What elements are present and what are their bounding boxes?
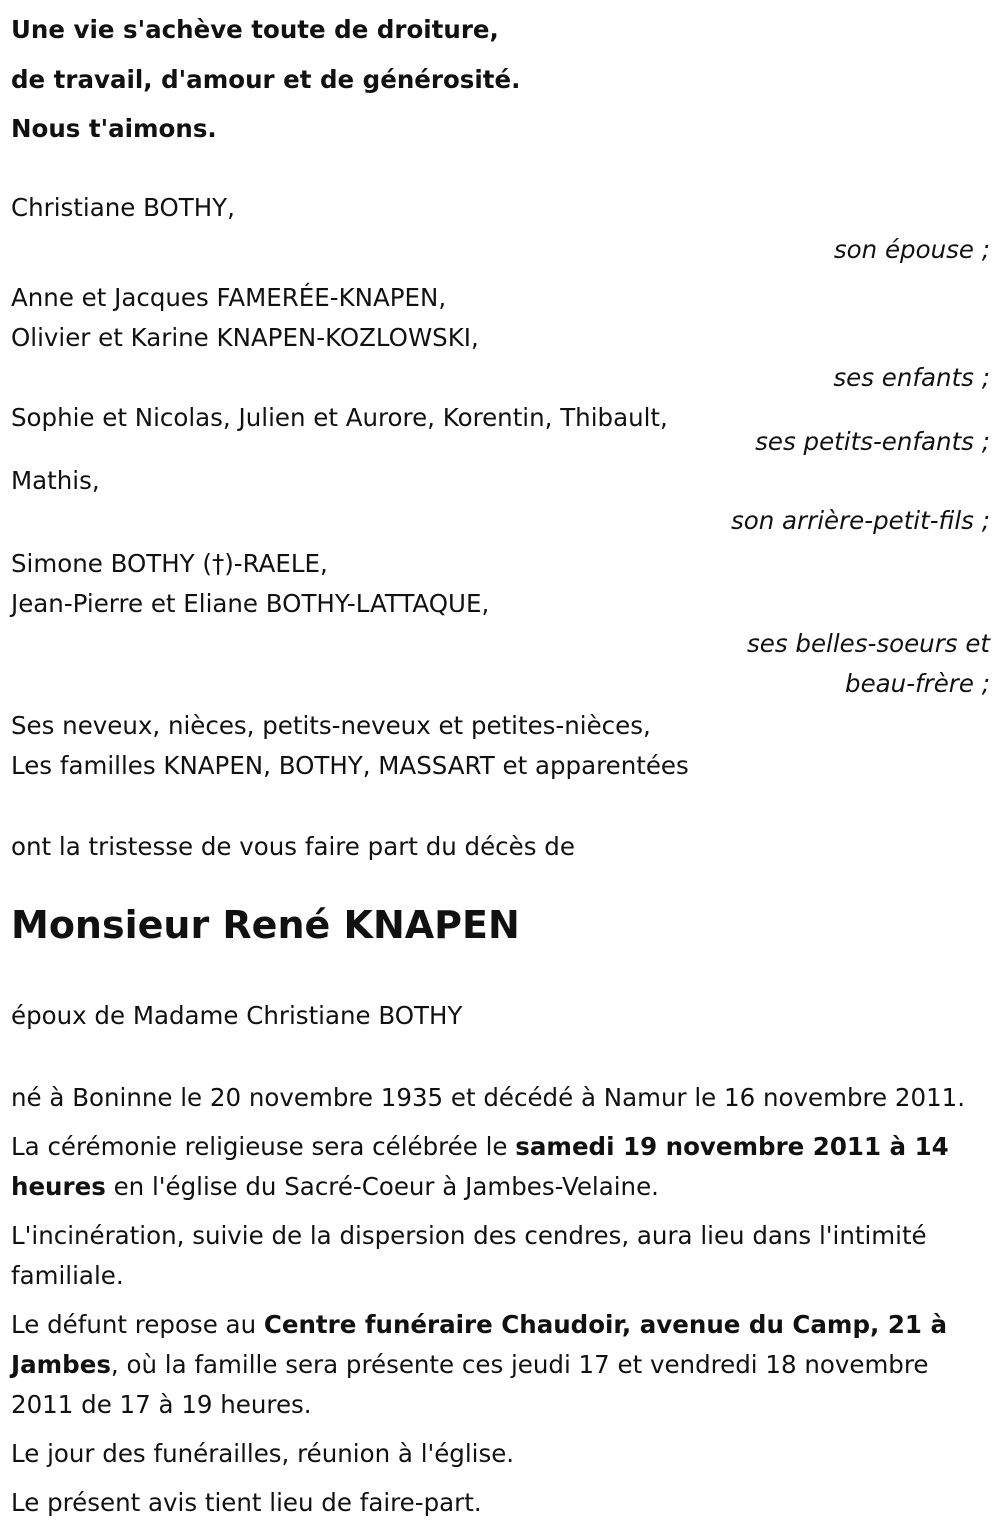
family-name-line: Olivier et Karine KNAPEN-KOZLOWSKI, — [11, 322, 479, 352]
family-name-line: Christiane BOTHY, — [11, 192, 235, 222]
family-group-spouse — [11, 188, 990, 270]
family-name-line: Simone BOTHY (†)-RAELE, — [11, 548, 328, 578]
opening-verse — [11, 5, 990, 154]
family-group-in-laws — [11, 544, 990, 704]
family-names — [11, 706, 990, 786]
family-names — [11, 188, 990, 228]
family-group-children — [11, 278, 990, 398]
notice-paragraph: Le présent avis tient lieu de faire-part. — [11, 1487, 482, 1517]
family-role: ses belles-soeurs et beau-frère ; — [747, 628, 990, 698]
ceremony-paragraph — [11, 1127, 986, 1207]
family-name-line: Les familles KNAPEN, BOTHY, MASSART et apparentées — [11, 750, 689, 780]
family-role: son épouse ; — [833, 234, 990, 264]
announcement-intro: ont la tristesse de vous faire part du décès de — [11, 831, 575, 861]
family-group-great-grandson — [11, 461, 990, 541]
repose-paragraph — [11, 1305, 986, 1425]
funeral-home-address: Centre funéraire Chaudoir, avenue du Camp, 21 à Jambes — [11, 1309, 947, 1379]
deceased-name: Monsieur René KNAPEN — [11, 902, 520, 947]
verse-line: Une vie s'achève toute de droiture, — [11, 15, 499, 44]
family-name-line: Mathis, — [11, 465, 100, 495]
spouse-line: époux de Madame Christiane BOTHY — [11, 1000, 463, 1030]
verse-line: de travail, d'amour et de générosité. — [11, 64, 521, 94]
verse-line: Nous t'aimons. — [11, 114, 217, 143]
funeral-day-paragraph: Le jour des funérailles, réunion à l'église. — [11, 1438, 515, 1468]
family-names — [11, 398, 751, 438]
birth-death-line: né à Boninne le 20 novembre 1935 et décédé à Namur le 16 novembre 2011. — [11, 1082, 966, 1112]
family-role: ses enfants ; — [833, 362, 990, 392]
family-name-line: Anne et Jacques FAMERÉE-KNAPEN, — [11, 282, 447, 312]
family-group-others — [11, 706, 990, 786]
family-name-line: Ses neveux, nièces, petits-neveux et petites-nièces, — [11, 710, 651, 740]
family-names — [11, 461, 990, 501]
ceremony-datetime: samedi 19 novembre 2011 à 14 heures — [11, 1131, 949, 1201]
family-role: son arrière-petit-fils ; — [730, 505, 990, 535]
family-names — [11, 278, 990, 358]
family-name-line: Jean-Pierre et Eliane BOTHY-LATTAQUE, — [11, 588, 490, 618]
family-names — [11, 544, 990, 624]
cremation-paragraph: L'incinération, suivie de la dispersion des cendres, aura lieu dans l'intimité familiale. — [11, 1220, 927, 1290]
repose-text: Le défunt repose au — [11, 1309, 264, 1339]
family-name-line: Sophie et Nicolas, Julien et Aurore, Korentin, Thibault, — [11, 402, 668, 432]
ceremony-location: en l'église du Sacré-Coeur à Jambes-Velaine. — [105, 1171, 659, 1201]
family-group-grandchildren — [11, 398, 990, 456]
ceremony-text: La cérémonie religieuse sera célébrée le — [11, 1131, 516, 1161]
family-role: ses petits-enfants ; — [755, 426, 990, 456]
visiting-hours: , où la famille sera présente ces jeudi 17 et vendredi 18 novembre 2011 de 17 à 19 heures. — [11, 1349, 929, 1419]
